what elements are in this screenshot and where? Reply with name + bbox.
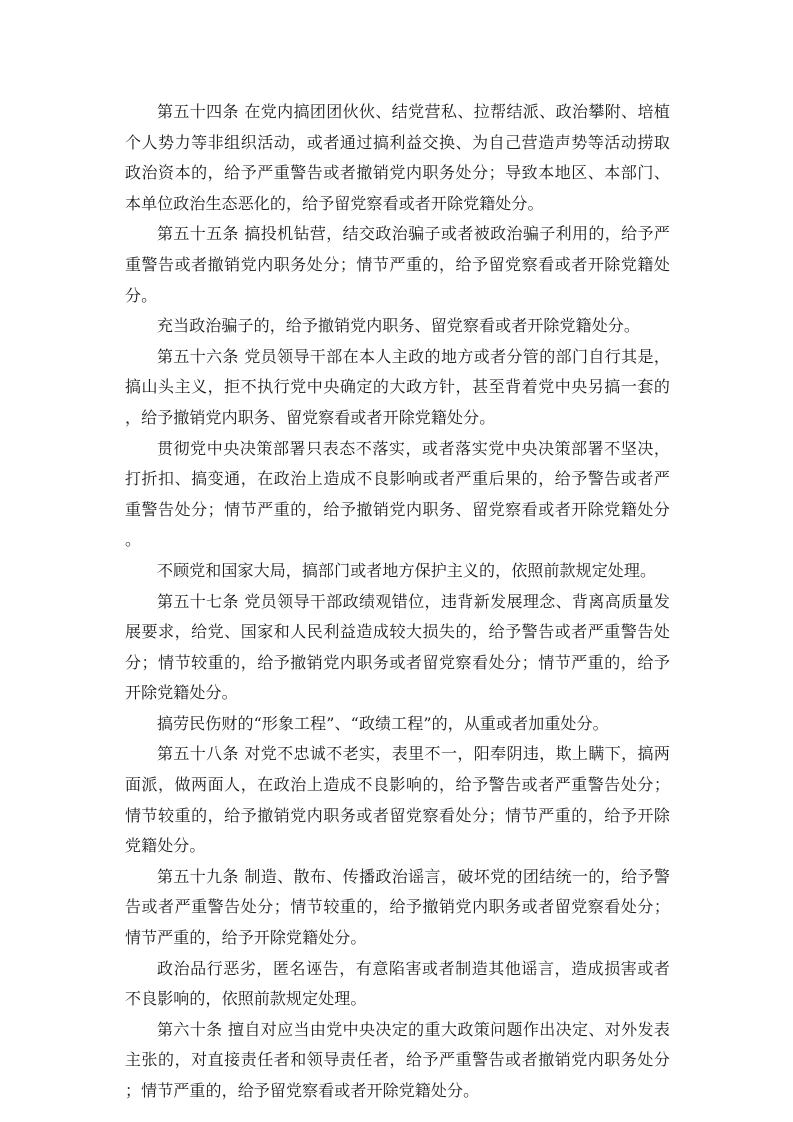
paragraph-article-60: 第六十条 擅自对应当由党中央决定的重大政策问题作出决定、对外发表主张的，对直接责任者和领导责任者，给予严重警告或者撤销党内职务处分；情节严重的，给予留党察看或者开除党籍处分。	[125, 1019, 670, 1100]
paragraph-article-55: 第五十五条 搞投机钻营，结交政治骗子或者被政治骗子利用的，给予严重警告或者撤销党内职务处分；情节严重的，给予留党察看或者开除党籍处分。	[125, 224, 670, 305]
paragraph-article-55-clause-2: 充当政治骗子的，给予撤销党内职务、留党察看或者开除党籍处分。	[157, 316, 641, 336]
paragraph-article-56-clause-2: 贯彻党中央决策部署只表态不落实，或者落实党中央决策部署不坚决，打折扣、搞变通，在政治上造成不良影响或者严重后果的，给予警告或者严重警告处分；情节严重的，给予撤销党内职务、留党察看或者开除党籍处分。	[125, 438, 670, 550]
document-body	[125, 97, 670, 1107]
paragraph-article-56: 第五十六条 党员领导干部在本人主政的地方或者分管的部门自行其是，搞山头主义，拒不执行党中央确定的大政方针，甚至背着党中央另搞一套的，给予撤销党内职务、留党察看或者开除党籍处分。	[125, 346, 670, 427]
paragraph-article-56-clause-3: 不顾党和国家大局，搞部门或者地方保护主义的，依照前款规定处理。	[157, 560, 657, 580]
paragraph-article-57-clause-2: 搞劳民伤财的“形象工程”、“政绩工程”的，从重或者加重处分。	[157, 713, 609, 733]
paragraph-article-58: 第五十八条 对党不忠诚不老实，表里不一，阳奉阴违，欺上瞒下，搞两面派，做两面人，在政治上造成不良影响的，给予警告或者严重警告处分；情节较重的，给予撤销党内职务或者留党察看处分；情节严重的，给予开除党籍处分。	[125, 744, 670, 856]
paragraph-article-57: 第五十七条 党员领导干部政绩观错位，违背新发展理念、背离高质量发展要求，给党、国家和人民利益造成较大损失的，给予警告或者严重警告处分；情节较重的，给予撤销党内职务或者留党察看处分；情节严重的，给予开除党籍处分。	[125, 591, 670, 703]
paragraph-article-54: 第五十四条 在党内搞团团伙伙、结党营私、拉帮结派、政治攀附、培植个人势力等非组织活动，或者通过搞利益交换、为自己营造声势等活动捞取政治资本的，给予严重警告或者撤销党内职务处分；导致本地区、本部门、本单位政治生态恶化的，给予留党察看或者开除党籍处分。	[125, 102, 670, 213]
paragraph-article-59-clause-2: 政治品行恶劣，匿名诬告，有意陷害或者制造其他谣言，造成损害或者不良影响的，依照前款规定处理。	[125, 958, 670, 1009]
paragraph-article-59: 第五十九条 制造、散布、传播政治谣言，破坏党的团结统一的，给予警告或者严重警告处分；情节较重的，给予撤销党内职务或者留党察看处分；情节严重的，给予开除党籍处分。	[125, 866, 670, 948]
